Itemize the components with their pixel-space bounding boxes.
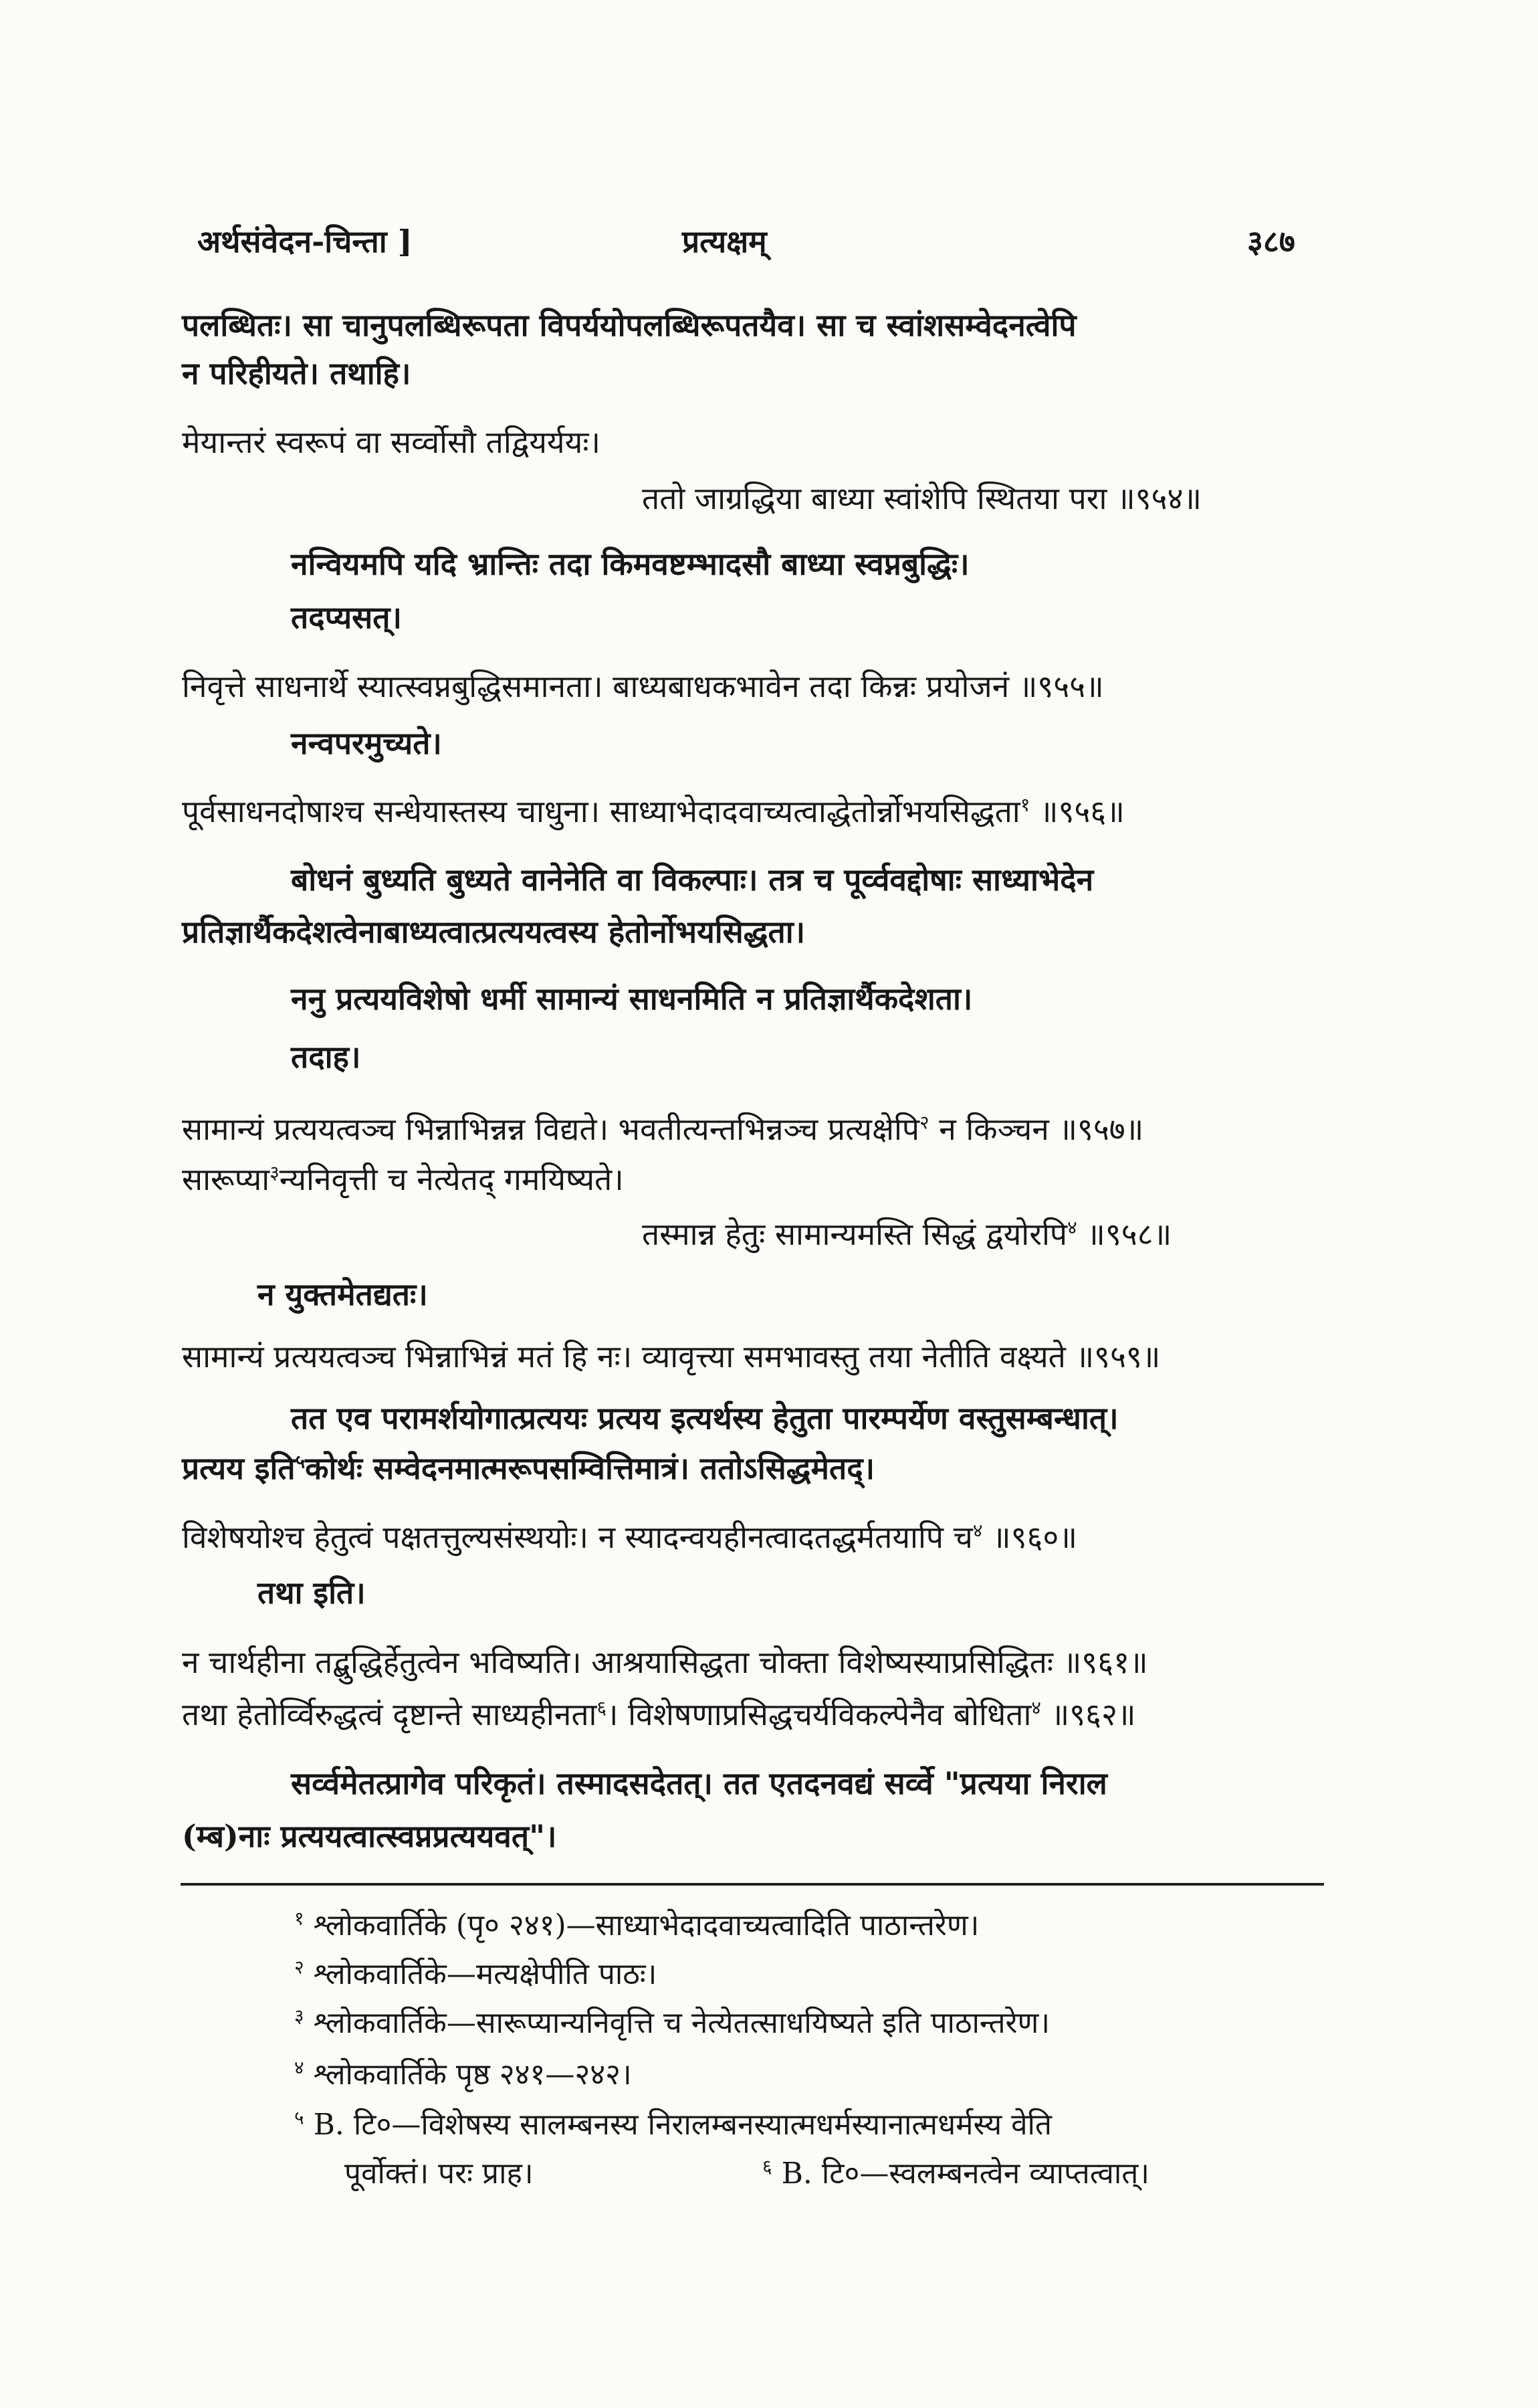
verse-line-961: न चार्थहीना तद्बुद्धिर्हेतुत्वेन भविष्यति। आश्रयासिद्धता चोक्ता विशेष्यस्याप्रसिद्धितः ॥९६१॥ — [182, 1644, 1148, 1680]
footnote-5-mark: ५ — [294, 2106, 304, 2129]
footnote-4-text: श्लोकवार्तिके पृष्ठ २४१—२४२। — [313, 2058, 632, 2092]
verse-line-958b — [642, 1216, 1172, 1252]
verse-958a-text-1: सारूप्या — [182, 1161, 270, 1197]
footnote-ref-4c: ४ — [1031, 1696, 1041, 1719]
verse-962-text-1: तथा हेतोर्व्विरुद्धत्वं दृष्टान्ते साध्यहीनता — [182, 1696, 597, 1732]
commentary-line-13: तदाह। — [291, 1039, 361, 1075]
footnote-separator — [181, 1883, 1324, 1886]
footnote-5-text: B. टि०—विशेषस्य सालम्बनस्य निरालम्बनस्यात्मधर्मस्यानात्मधर्मस्य वेति — [313, 2108, 1053, 2142]
text-line-1: पलब्धितः। सा चानुपलब्धिरूपता विपर्ययोपलब्धिरूपतयैव। सा च स्वांशसम्वेदनत्वेपि — [182, 307, 1077, 343]
verse-line-959: सामान्यं प्रत्ययत्वञ्च भिन्नाभिन्नं मतं हि नः। व्यावृत्त्या समभावस्तु तया नेतीति वक्ष्यते ॥९५९॥ — [182, 1338, 1161, 1375]
footnote-ref-6: ६ — [596, 1696, 607, 1719]
footnote-ref-5: ५ — [295, 1450, 306, 1473]
commentary-line-26: (म्ब)नाः प्रत्ययत्वात्स्वप्नप्रत्ययवत्"। — [182, 1818, 557, 1854]
commentary-line-22: तथा इति। — [257, 1575, 366, 1611]
footnote-3-mark: ३ — [294, 2005, 304, 2027]
footnote-2-mark: २ — [294, 1956, 304, 1979]
commentary-line-8: नन्वपरमुच्यते। — [291, 725, 442, 761]
verse-962-text-2: । विशेषणाप्रसिद्धचर्यविकल्पेनैव बोधिता — [607, 1696, 1032, 1732]
commentary-line-12: ननु प्रत्ययविशेषो धर्मी सामान्यं साधनमिति न प्रतिज्ञार्थैकदेशता। — [291, 981, 973, 1017]
footnote-6-mark: ६ — [762, 2155, 772, 2178]
footnote-1-mark: १ — [294, 1907, 304, 1930]
commentary-line-11: प्रतिज्ञार्थैकदेशत्वेनाबाध्यत्वात्प्रत्ययत्वस्य हेतोर्नोभयसिद्धता। — [182, 914, 806, 950]
verse-957-text: सामान्यं प्रत्ययत्वञ्च भिन्नाभिन्नन्न विद्यते। भवतीत्यन्तभिन्नञ्च प्रत्यक्षेपि — [182, 1111, 920, 1147]
commentary-line-19: तत एव परामर्शयोगात्प्रत्ययः प्रत्यय इत्यर्थस्य हेतुता पारम्पर्येण वस्तुसम्बन्धात्। — [291, 1400, 1119, 1436]
footnote-3 — [294, 2005, 1051, 2040]
page-number: ३८७ — [1247, 223, 1295, 260]
footnote-ref-4b: ४ — [972, 1519, 983, 1542]
verse-line-954a: मेयान्तरं स्वरूपं वा सर्व्वोसौ तद्वियर्ययः। — [182, 424, 600, 460]
verse-958-number: ॥९५८॥ — [1077, 1216, 1172, 1252]
footnote-6-text: B. टि०—स्वलम्बनत्वेन व्याप्तत्वात्। — [781, 2156, 1149, 2191]
footnote-4 — [294, 2056, 632, 2092]
footnote-2 — [294, 1956, 657, 1991]
running-header-title: प्रत्यक्षम् — [682, 223, 767, 260]
commentary-20-text-2: कोर्थः सम्वेदनमात्मरूपसम्वित्तिमात्रं। ततोऽसिद्धमेतद्। — [305, 1450, 875, 1486]
verse-958a-text-2: न्यनिवृत्ती च नेत्येतद् गमयिष्यते। — [279, 1161, 624, 1197]
verse-957-number: न किञ्चन ॥९५७॥ — [929, 1111, 1144, 1147]
footnote-5 — [294, 2106, 1053, 2142]
footnote-4-mark: ४ — [294, 2056, 304, 2079]
verse-line-954b: ततो जाग्रद्धिया बाध्या स्वांशेपि स्थितया परा ॥९५४॥ — [642, 480, 1202, 516]
verse-line-958a — [182, 1161, 624, 1197]
commentary-20-text-1: प्रत्यय इति — [182, 1450, 296, 1486]
commentary-line-25: सर्व्वमेतत्प्रागेव परिकृतं। तस्मादसदेतत्। तत एतदनवद्यं सर्व्वे "प्रत्यया निराल — [291, 1765, 1107, 1801]
commentary-line-6: तदप्यसत्। — [291, 599, 402, 635]
footnote-1-text: श्लोकवार्तिके (पृ० २४१)—साध्याभेदादवाच्यत्वादिति पाठान्तरेण। — [313, 1908, 980, 1942]
verse-958b-text: तस्मान्न हेतुः सामान्यमस्ति सिद्धं द्वयोरपि — [642, 1216, 1068, 1252]
footnote-ref-1: १ — [1020, 793, 1030, 816]
commentary-line-17: न युक्तमेतद्यतः। — [257, 1276, 428, 1312]
verse-line-962 — [182, 1696, 1136, 1732]
verse-956-text: पूर्वसाधनदोषाश्च सन्धेयास्तस्य चाधुना। साध्याभेदादवाच्यत्वाद्धेतोर्न्नोभयसिद्धता — [182, 793, 1020, 829]
commentary-line-20 — [182, 1450, 875, 1486]
footnote-3-text: श्लोकवार्तिके—सारूप्यान्यनिवृत्ति च नेत्येतत्साधयिष्यते इति पाठान्तरेण। — [313, 2006, 1051, 2040]
verse-962-number: ॥९६२॥ — [1040, 1696, 1136, 1732]
verse-line-956 — [182, 793, 1125, 829]
verse-960-text: विशेषयोश्च हेतुत्वं पक्षतत्तुल्यसंस्थयोः। न स्यादन्वयहीनत्वादतद्धर्मतयापि च — [182, 1519, 973, 1555]
footnote-1 — [294, 1907, 980, 1942]
footnote-6 — [762, 2155, 1149, 2191]
footnote-ref-4: ४ — [1067, 1216, 1077, 1239]
footnote-ref-2: २ — [919, 1111, 929, 1134]
verse-line-960 — [182, 1519, 1077, 1555]
footnote-5-continued: पूर्वोक्तं। परः प्राह। — [344, 2156, 534, 2191]
footnote-ref-3: ३ — [269, 1161, 280, 1184]
text-line-2: न परिहीयते। तथाहि। — [182, 355, 411, 391]
verse-line-955: निवृत्ते साधनार्थे स्यात्स्वप्नबुद्धिसमानता। बाध्यबाधकभावेन तदा किन्नः प्रयोजनं ॥९५५॥ — [182, 668, 1104, 704]
commentary-line-5: नन्वियमपि यदि भ्रान्तिः तदा किमवष्टम्भादसौ बाध्या स्वप्नबुद्धिः। — [291, 546, 970, 582]
running-header-section: अर्थसंवेदन-चिन्ता ] — [197, 223, 413, 260]
verse-line-957 — [182, 1111, 1144, 1147]
footnote-2-text: श्लोकवार्तिके—मत्यक्षेपीति पाठः। — [313, 1957, 657, 1991]
verse-960-number: ॥९६०॥ — [982, 1519, 1077, 1555]
verse-956-number: ॥९५६॥ — [1030, 793, 1125, 829]
commentary-line-10: बोधनं बुध्यति बुध्यते वानेनेति वा विकल्पाः। तत्र च पूर्व्ववद्दोषाः साध्याभेदेन — [291, 862, 1094, 898]
